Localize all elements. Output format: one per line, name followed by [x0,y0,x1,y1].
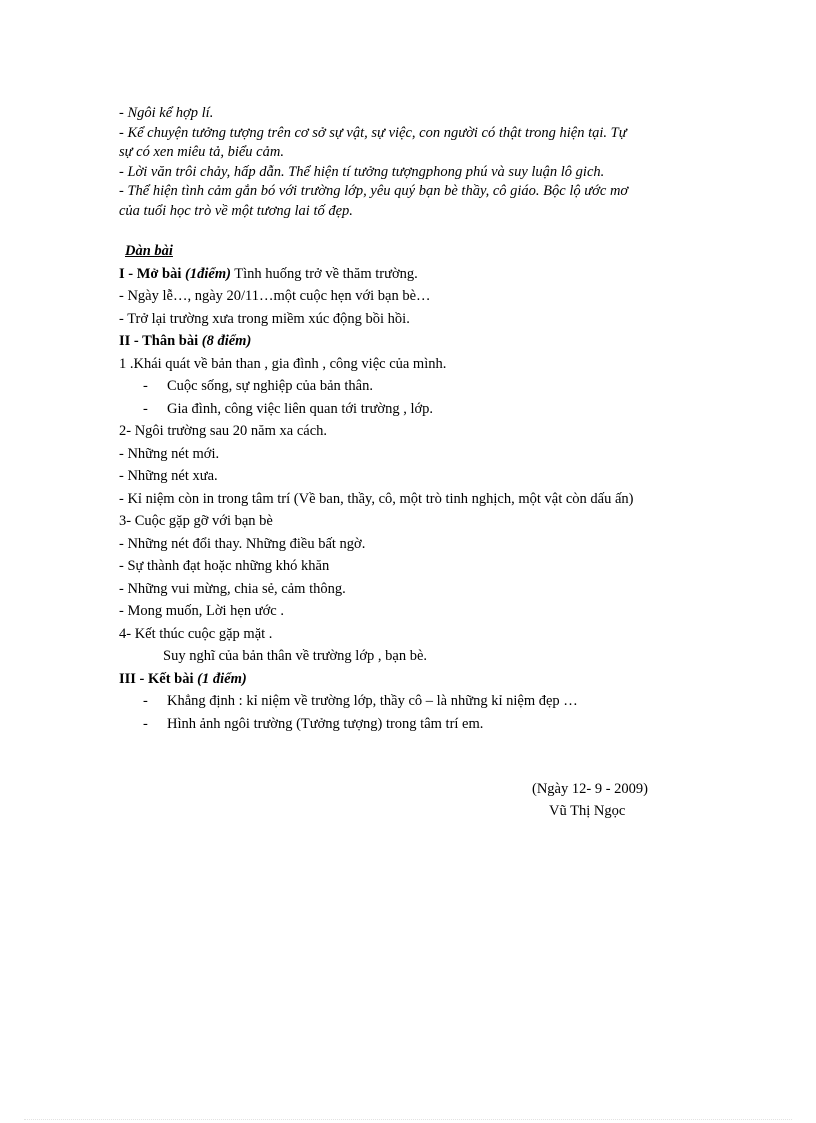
criteria-line: sự có xen miêu tả, biểu cảm. [119,144,284,160]
section-score: (1điểm) [185,265,231,282]
criteria-line: - Ngôi kể hợp lí. [119,105,214,121]
section-heading: II - Thân bài [119,333,199,349]
outline-line: - Những nét mới. [119,445,220,462]
criteria-line: - Lời văn trôi chảy, hấp dẫn. Thể hiện tí tưởng tượngphong phú và suy luận lô gich. [119,163,605,180]
bullet-item: - Hình ảnh ngôi trường (Tưởng tượng) trong tâm trí em. [143,715,484,732]
section-body [119,330,739,353]
outline-line: 2- Ngôi trường sau 20 năm xa cách. [119,423,327,439]
section-intro [119,263,739,286]
outline-line: - Sự thành đạt hoặc những khó khăn [119,558,330,574]
outline-line: - Ngày lễ…, ngày 20/11…một cuộc hẹn với bạn bè… [119,288,431,304]
signature-name: Vũ Thị Ngọc [549,803,626,819]
outline-title: Dàn bài [125,243,173,259]
outline-line: - Trở lại trường xưa trong miềm xúc động bồi hồi. [119,310,410,327]
outline-note: Suy nghĩ của bản thân về trường lớp , bạn bè. [163,648,428,664]
outline-line: 4- Kết thúc cuộc gặp mặt . [119,625,273,642]
outline-line: - Những nét đổi thay. Những điều bất ngờ. [119,535,366,552]
page-bottom-divider [24,1119,792,1120]
section-score: (8 điểm) [201,333,252,349]
criteria-line: của tuổi học trò về một tương lai tố đẹp. [119,202,353,219]
criteria-line: - Thể hiện tình cảm gắn bó với trường lớp, yêu quý bạn bè thầy, cô giáo. Bộc lộ ước mơ [119,183,629,199]
section-conclusion [119,668,739,691]
outline-line: - Kỉ niệm còn in trong tâm trí (Về ban, thầy, cô, một trò tinh nghịch, một vật còn dấu ấn) [119,490,634,507]
outline-line: - Mong muốn, Lời hẹn ước . [119,603,284,619]
bullet-item: - Cuộc sống, sự nghiệp của bản thân. [143,378,373,394]
bullet-item: - Khẳng định : kỉ niệm về trường lớp, thầy cô – là những kỉ niệm đẹp … [143,693,578,709]
outline-block [119,240,739,735]
criteria-block [119,104,719,221]
bullet-item: - Gia đình, công việc liên quan tới trường , lớp. [143,400,434,417]
section-heading: III - Kết bài [119,670,194,687]
outline-line: - Những vui mừng, chia sẻ, cảm thông. [119,580,346,597]
outline-line: - Những nét xưa. [119,468,218,484]
signature-date: (Ngày 12- 9 - 2009) [532,781,648,797]
outline-line: 3- Cuộc gặp gỡ với bạn bè [119,513,273,529]
section-score: (1 điểm) [197,670,247,687]
criteria-line: - Kể chuyện tưởng tượng trên cơ sở sự vật, sự việc, con người có thật trong hiện tại. Tự [119,124,627,141]
section-text: Tình huống trở về thăm trường. [230,265,418,282]
signature-block [532,778,648,822]
outline-line: 1 .Khái quát về bản than , gia đình , công việc của mình. [119,355,447,372]
section-heading: I - Mở bài [119,265,182,282]
